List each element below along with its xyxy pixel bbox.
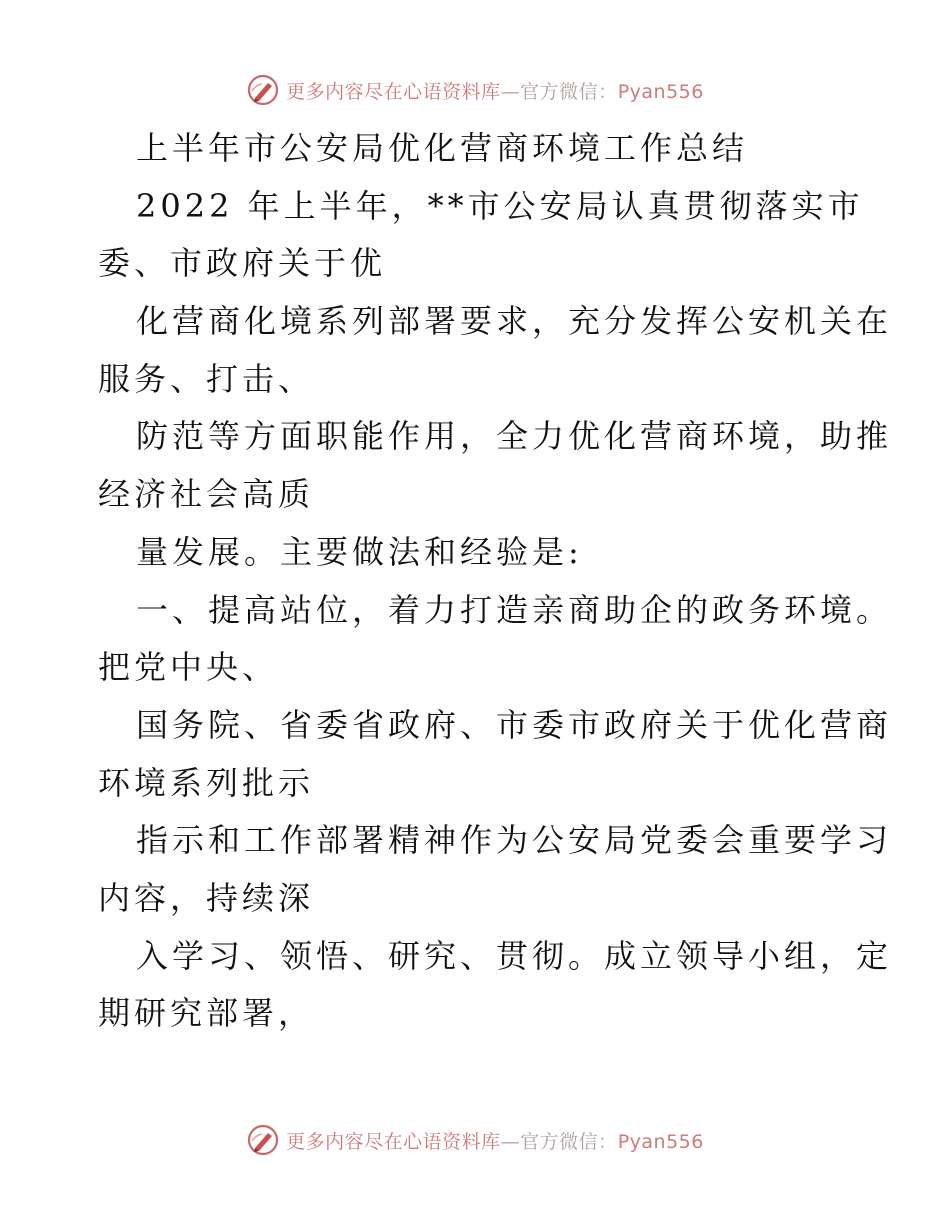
- watermark-header: [0, 70, 950, 110]
- text-line: 2022 年上半年，**市公安局认真贯彻落实市: [136, 186, 864, 225]
- document-body: [98, 120, 893, 1043]
- text-line: 内容，持续深: [98, 878, 315, 917]
- text-line: 指示和工作部署精神作为公安局党委会重要学习: [136, 821, 893, 860]
- text-line: 入学习、领悟、研究、贯彻。成立领导小组，定: [136, 936, 893, 975]
- text-line: 把党中央、: [98, 648, 279, 687]
- text-line: 国务院、省委省政府、市委市政府关于优化营商: [136, 705, 893, 744]
- text-line: 上半年市公安局优化营商环境工作总结: [136, 129, 749, 167]
- text-line: 一、提高站位，着力打造亲商助企的政务环境。: [136, 590, 893, 629]
- watermark-wechat: Pyan556: [617, 1130, 704, 1153]
- watermark-text: [286, 77, 704, 104]
- watermark-wechat: Pyan556: [617, 80, 704, 103]
- pen-logo-icon: [246, 73, 280, 107]
- pen-logo-icon: [246, 1123, 280, 1157]
- text-line: 量发展。主要做法和经验是:: [136, 532, 583, 571]
- watermark-brand: 更多内容尽在心语资料库: [286, 1130, 501, 1153]
- text-line: 委、市政府关于优: [98, 244, 387, 283]
- text-line: 化营商化境系列部署要求，充分发挥公安机关在: [136, 302, 893, 341]
- watermark-label: 官方微信：: [520, 1130, 618, 1153]
- text-line: 环境系列批示: [98, 763, 315, 802]
- text-line: 服务、打击、: [98, 359, 315, 398]
- text-line: 经济社会高质: [98, 475, 315, 514]
- text-line: 防范等方面职能作用，全力优化营商环境，助推: [136, 417, 893, 456]
- watermark-separator: —: [500, 80, 521, 103]
- watermark-text: [286, 1127, 704, 1154]
- watermark-separator: —: [500, 1130, 521, 1153]
- text-line: 期研究部署，: [98, 994, 315, 1033]
- watermark-brand: 更多内容尽在心语资料库: [286, 80, 501, 103]
- watermark-footer: [0, 1120, 950, 1160]
- watermark-label: 官方微信：: [520, 80, 618, 103]
